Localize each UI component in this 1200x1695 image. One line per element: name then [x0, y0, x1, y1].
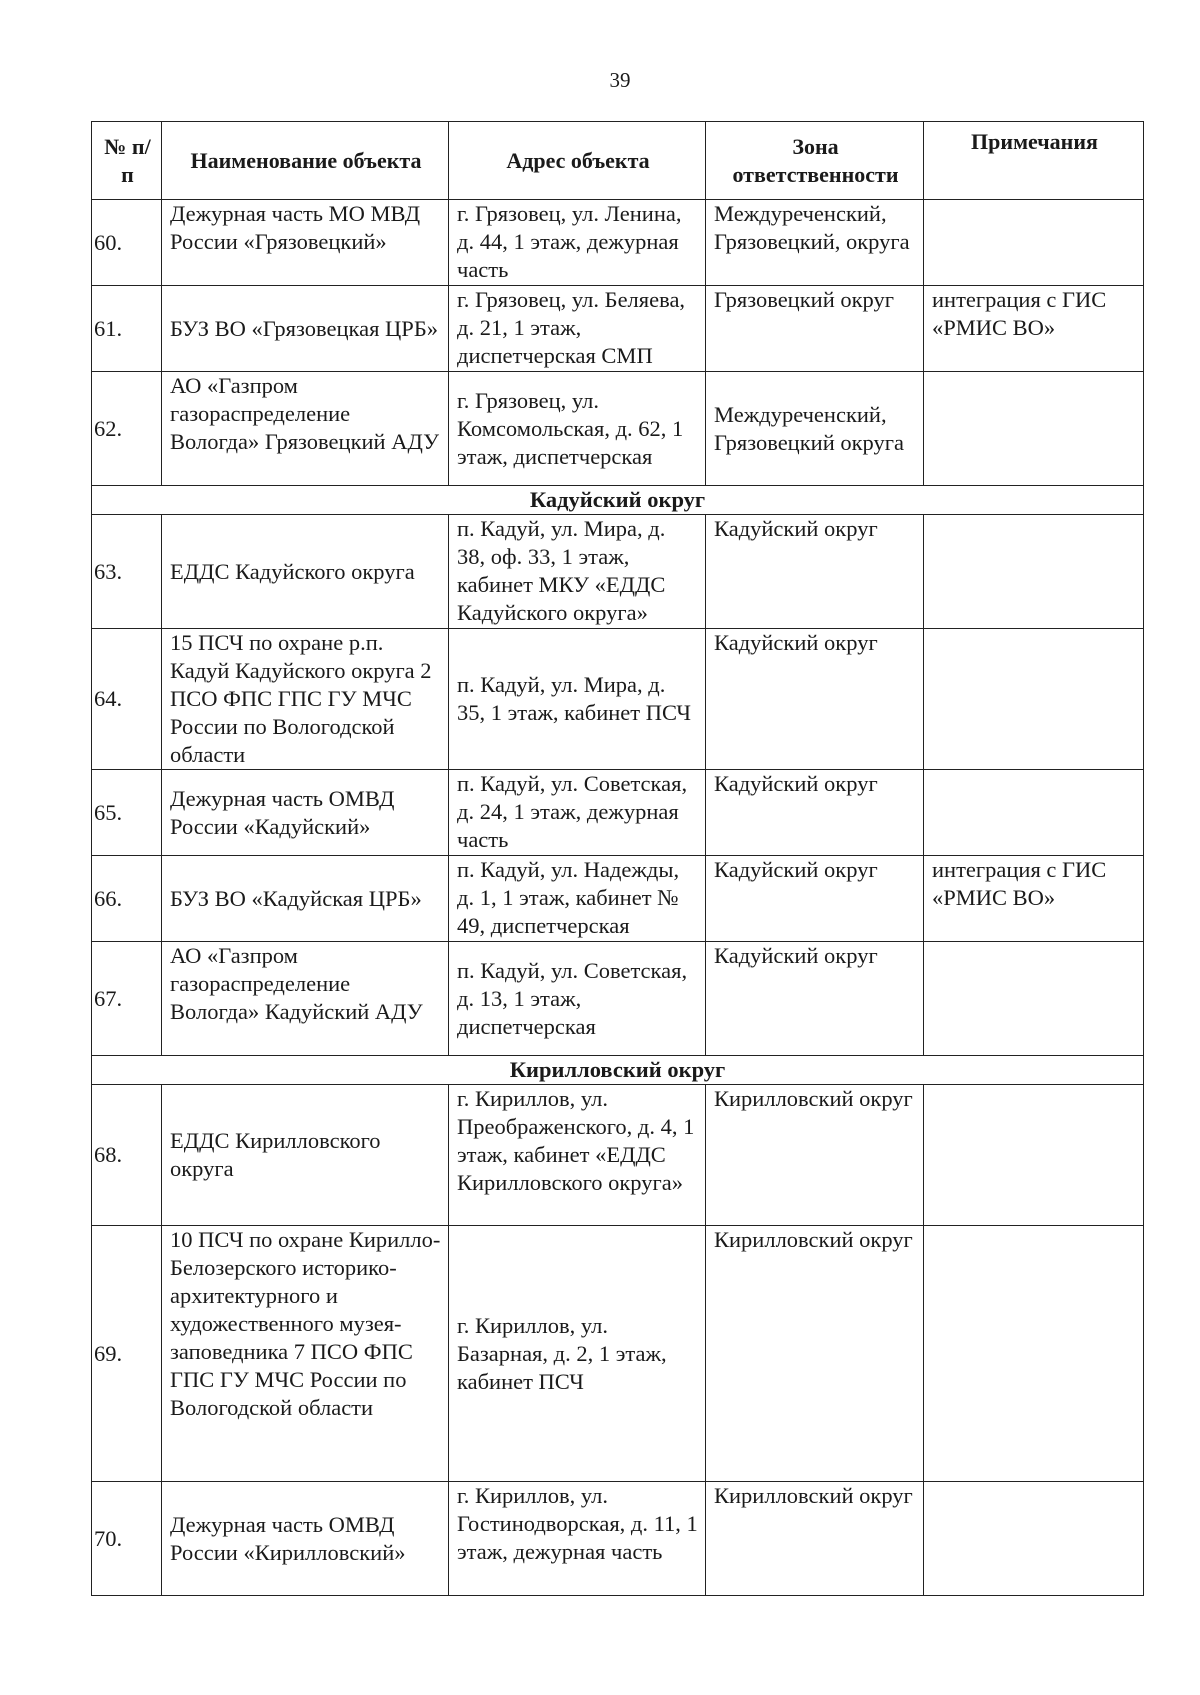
notes: интеграция с ГИС «РМИС ВО»	[924, 286, 1144, 372]
object-address: г. Грязовец, ул. Комсомольская, д. 62, 1 этаж, диспетчерская	[449, 372, 706, 486]
object-address: п. Кадуй, ул. Советская, д. 24, 1 этаж, дежурная часть	[449, 770, 706, 856]
object-name: АО «Газпром газораспределение Вологда» Кадуйский АДУ	[162, 942, 449, 1056]
table-row	[92, 1085, 1144, 1226]
header-notes: Примечания	[924, 122, 1144, 200]
row-number: 64.	[92, 629, 162, 770]
row-number: 60.	[92, 200, 162, 286]
row-number: 63.	[92, 515, 162, 629]
object-address: п. Кадуй, ул. Мира, д. 35, 1 этаж, кабинет ПСЧ	[449, 629, 706, 770]
object-address: п. Кадуй, ул. Мира, д. 38, оф. 33, 1 этаж, кабинет МКУ «ЕДДС Кадуйского округа»	[449, 515, 706, 629]
header-zone: Зона ответственности	[706, 122, 924, 200]
responsibility-zone: Кадуйский округ	[706, 770, 924, 856]
object-address: г. Грязовец, ул. Ленина, д. 44, 1 этаж, дежурная часть	[449, 200, 706, 286]
notes	[924, 515, 1144, 629]
responsibility-zone: Междуреченский, Грязовецкий, округа	[706, 200, 924, 286]
notes	[924, 942, 1144, 1056]
section-row	[92, 486, 1144, 515]
table-row	[92, 1226, 1144, 1482]
section-title: Кирилловский округ	[92, 1056, 1144, 1085]
section-row	[92, 1056, 1144, 1085]
notes: интеграция с ГИС «РМИС ВО»	[924, 856, 1144, 942]
notes	[924, 1085, 1144, 1226]
object-address: п. Кадуй, ул. Надежды, д. 1, 1 этаж, кабинет № 49, диспетчерская	[449, 856, 706, 942]
responsibility-zone: Кирилловский округ	[706, 1085, 924, 1226]
row-number: 66.	[92, 856, 162, 942]
notes	[924, 1226, 1144, 1482]
table-row	[92, 942, 1144, 1056]
object-address: г. Кириллов, ул. Преображенского, д. 4, 1 этаж, кабинет «ЕДДС Кирилловского округа»	[449, 1085, 706, 1226]
table-row	[92, 856, 1144, 942]
object-name: 15 ПСЧ по охране р.п. Кадуй Кадуйского округа 2 ПСО ФПС ГПС ГУ МЧС России по Вологодской области	[162, 629, 449, 770]
row-number: 62.	[92, 372, 162, 486]
header-number: № п/п	[92, 122, 162, 200]
table-row	[92, 629, 1144, 770]
notes	[924, 770, 1144, 856]
row-number: 65.	[92, 770, 162, 856]
header-name: Наименование объекта	[162, 122, 449, 200]
responsibility-zone: Грязовецкий округ	[706, 286, 924, 372]
object-name: Дежурная часть ОМВД России «Кадуйский»	[162, 770, 449, 856]
object-address: г. Кириллов, ул. Базарная, д. 2, 1 этаж, кабинет ПСЧ	[449, 1226, 706, 1482]
responsibility-zone: Кирилловский округ	[706, 1226, 924, 1482]
row-number: 67.	[92, 942, 162, 1056]
notes	[924, 629, 1144, 770]
object-name: 10 ПСЧ по охране Кирилло-Белозерского историко-архитектурного и художественного музея-заповедника 7 ПСО ФПС ГПС ГУ МЧС России по Вологодской области	[162, 1226, 449, 1482]
table-row	[92, 515, 1144, 629]
table-header-row	[92, 122, 1144, 200]
object-address: г. Грязовец, ул. Беляева, д. 21, 1 этаж, диспетчерская СМП	[449, 286, 706, 372]
object-name: АО «Газпром газораспределение Вологда» Грязовецкий АДУ	[162, 372, 449, 486]
notes	[924, 1482, 1144, 1596]
notes	[924, 372, 1144, 486]
responsibility-zone: Кадуйский округ	[706, 515, 924, 629]
object-name: БУЗ ВО «Кадуйская ЦРБ»	[162, 856, 449, 942]
object-name: ЕДДС Кадуйского округа	[162, 515, 449, 629]
header-address: Адрес объекта	[449, 122, 706, 200]
object-name: Дежурная часть ОМВД России «Кирилловский»	[162, 1482, 449, 1596]
row-number: 69.	[92, 1226, 162, 1482]
object-name: ЕДДС Кирилловского округа	[162, 1085, 449, 1226]
table-row	[92, 286, 1144, 372]
row-number: 70.	[92, 1482, 162, 1596]
table-row	[92, 1482, 1144, 1596]
responsibility-zone: Кадуйский округ	[706, 629, 924, 770]
responsibility-zone: Кадуйский округ	[706, 942, 924, 1056]
table-row	[92, 372, 1144, 486]
object-address: г. Кириллов, ул. Гостинодворская, д. 11, 1 этаж, дежурная часть	[449, 1482, 706, 1596]
object-address: п. Кадуй, ул. Советская, д. 13, 1 этаж, диспетчерская	[449, 942, 706, 1056]
facilities-table	[91, 121, 1144, 1596]
row-number: 68.	[92, 1085, 162, 1226]
row-number: 61.	[92, 286, 162, 372]
page-number: 39	[609, 68, 631, 92]
responsibility-zone: Кадуйский округ	[706, 856, 924, 942]
table-row	[92, 200, 1144, 286]
section-title: Кадуйский округ	[92, 486, 1144, 515]
responsibility-zone: Междуреченский, Грязовецкий округа	[706, 372, 924, 486]
object-name: Дежурная часть МО МВД России «Грязовецкий»	[162, 200, 449, 286]
responsibility-zone: Кирилловский округ	[706, 1482, 924, 1596]
table-row	[92, 770, 1144, 856]
notes	[924, 200, 1144, 286]
object-name: БУЗ ВО «Грязовецкая ЦРБ»	[162, 286, 449, 372]
